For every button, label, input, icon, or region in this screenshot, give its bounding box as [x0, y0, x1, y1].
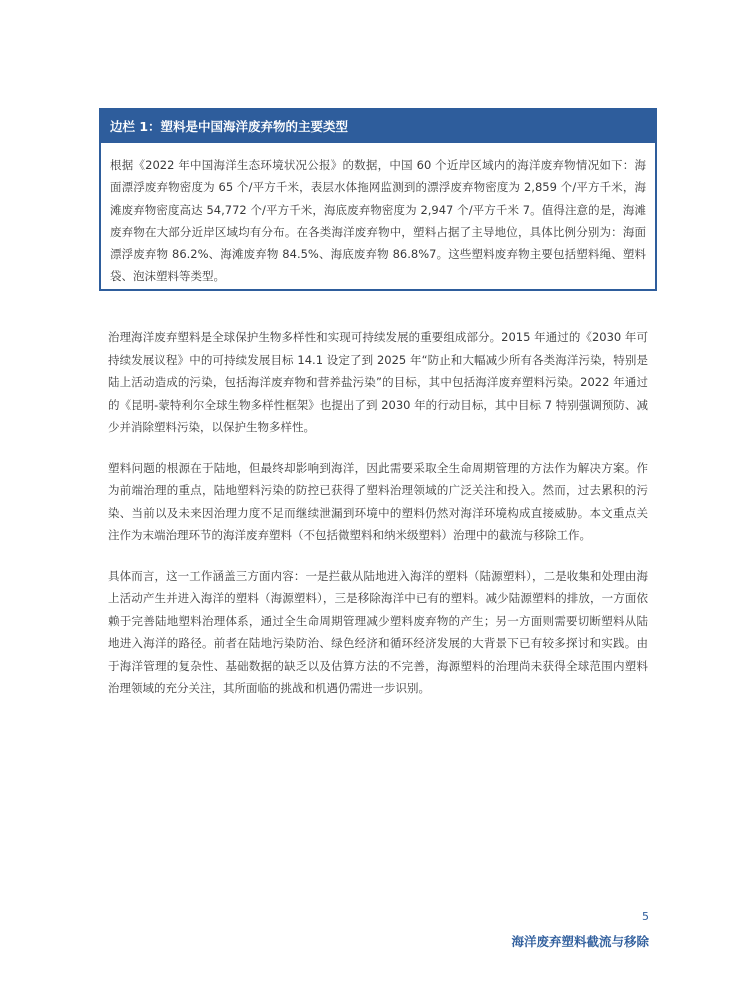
body-paragraph-3: 具体而言，这一工作涵盖三方面内容：一是拦截从陆地进入海洋的塑料（陆源塑料），二是收集和处理由海上活动产生并进入海洋的塑料（海源塑料），三是移除海洋中已有的塑料。减少陆源塑料的排放，一方面依赖于完善陆地塑料治理体系，通过全生命周期管理减少塑料废弃物的产生；另一方面则需要切断塑料从陆地进入海洋的路径。前者在陆地污染防治、绿色经济和循环经济发展的大背景下已有较多探讨和实践。由于海洋管理的复杂性、基础数据的缺乏以及估算方法的不完善，海源塑料的治理尚未获得全球范围内塑料治理领域的充分关注，其所面临的挑战和机遇仍需进一步识别。 — [108, 568, 648, 695]
main-content — [108, 326, 648, 718]
sidebar-body — [101, 143, 655, 288]
sidebar-box — [99, 108, 657, 291]
sidebar-paragraph: 根据《2022 年中国海洋生态环境状况公报》的数据，中国 60 个近岸区域内的海洋废弃物情况如下：海面漂浮废弃物密度为 65 个/平方千米，表层水体拖网监测到的漂浮废弃物密度为 2,859 个/平方千米，海滩废弃物密度高达 54,772 个/平方千米，海底废弃物密度为 2,947 个/平方千米 7。值得注意的是，海滩废弃物在大部分近岸区域均有分布。在各类海洋废弃物中，塑料占据了主导地位，具体比例分别为：海面漂浮废弃物 86.2%、海滩废弃物 84.5%、海底废弃物 86.8%7。这些塑料废弃物主要包括塑料绳、塑料袋、泡沫塑料等类型。 — [110, 158, 646, 284]
body-paragraph-1: 治理海洋废弃塑料是全球保护生物多样性和实现可持续发展的重要组成部分。2015 年通过的《2030 年可持续发展议程》中的可持续发展目标 14.1 设定了到 2025 年“防止和大幅减少所有各类海洋污染，特别是陆上活动造成的污染，包括海洋废弃物和营养盐污染”的目标，其中包括海洋废弃塑料污染。2022 年通过的《昆明-蒙特利尔全球生物多样性框架》也提出了到 2030 年的行动目标，其中目标 7 特别强调预防、减少并消除塑料污染，以保护生物多样性。 — [108, 330, 648, 434]
page-number: 5 — [642, 910, 649, 923]
body-paragraph-2: 塑料问题的根源在于陆地，但最终却影响到海洋，因此需要采取全生命周期管理的方法作为解决方案。作为前端治理的重点，陆地塑料污染的防控已获得了塑料治理领域的广泛关注和投入。然而，过去累积的污染、当前以及未来因治理力度不足而继续泄漏到环境中的塑料仍然对海洋环境构成直接威胁。本文重点关注作为末端治理环节的海洋废弃塑料（不包括微塑料和纳米级塑料）治理中的截流与移除工作。 — [108, 460, 648, 542]
footer-title: 海洋废弃塑料截流与移除 — [511, 934, 649, 949]
sidebar-title: 边栏 1：塑料是中国海洋废弃物的主要类型 — [101, 110, 655, 143]
